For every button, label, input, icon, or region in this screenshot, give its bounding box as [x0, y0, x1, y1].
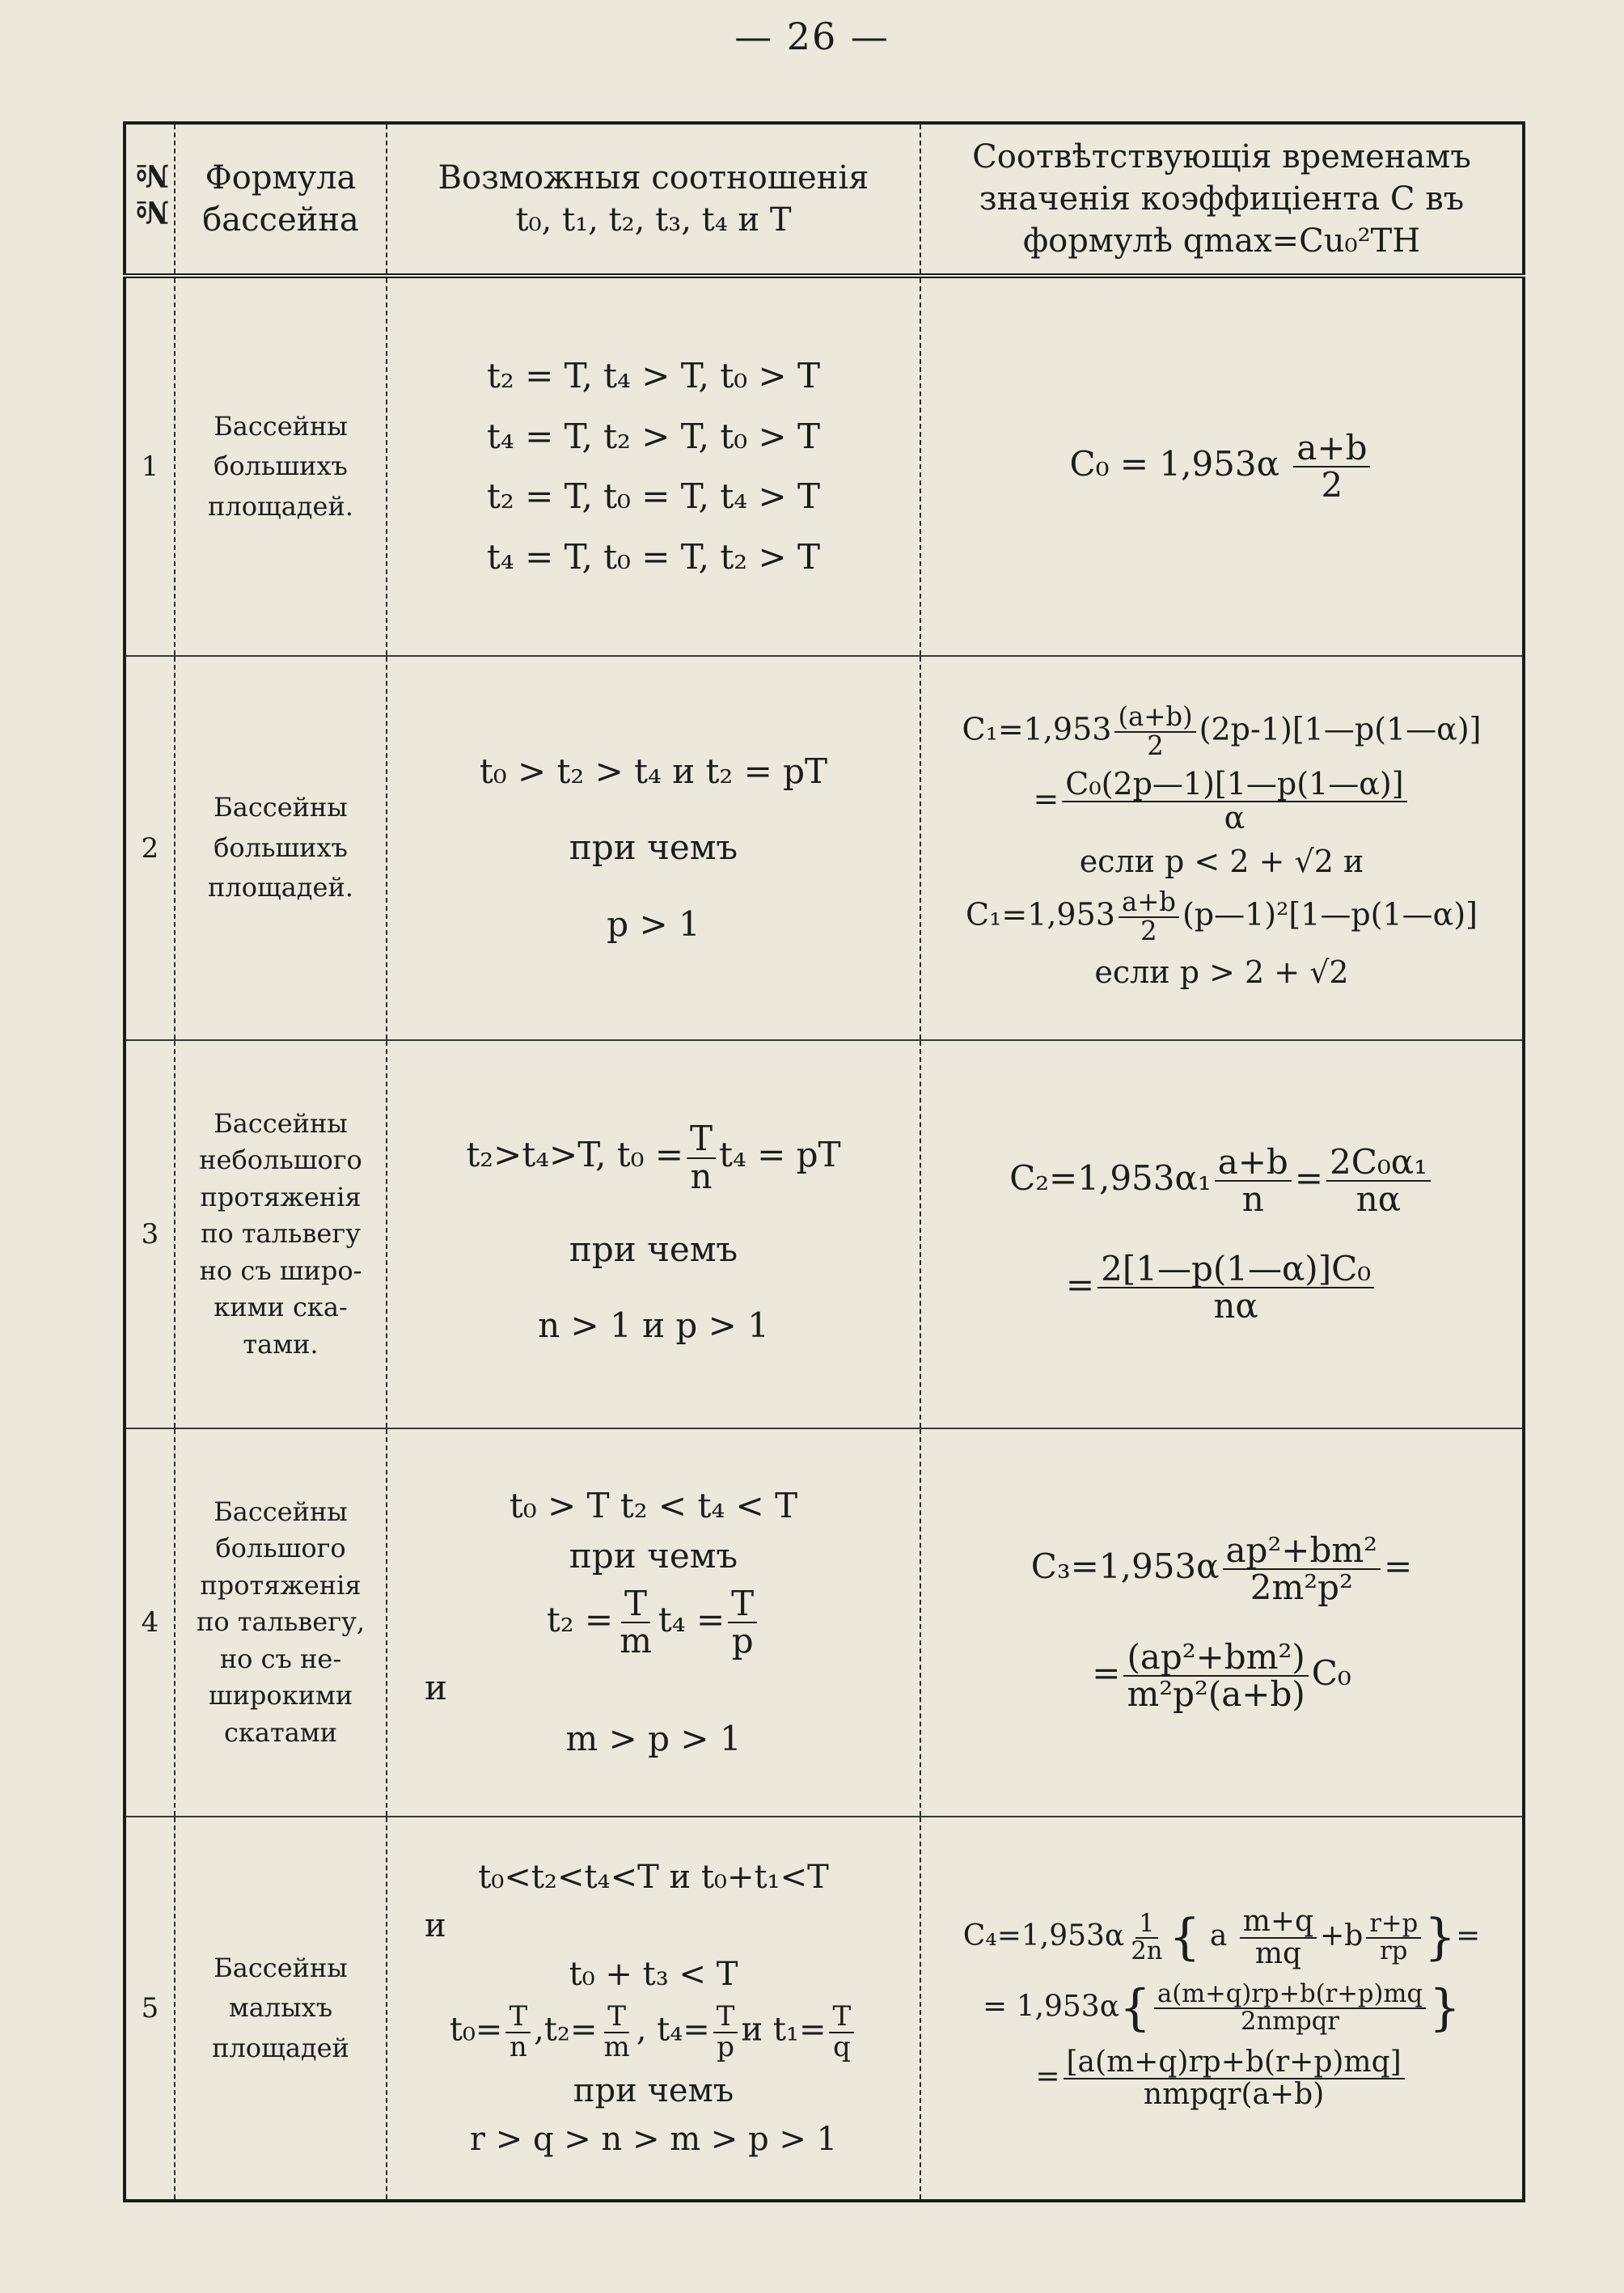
coefficient-formula: C₄=1,953α $\frac{1}{2n}$ { a $\frac{m+q}{mq}$ +b $\frac{r+p}{rp}$ }= = 1,953α{ $\frac{a(m+q)rp+b(r+p)mq}{\text{2nmpqr}}$ } = $\frac{[a(m+q)rp+b(r+p)mq]}{\text{nmpqr(a+b)}}$ — [920, 1817, 1524, 2201]
coefficient-formula: C₁=1,953 $\frac{(a+b)}{2}$ (2p-1)[1—p(1—α)] = $\frac{\text{C₀(2p—1)[1—p(1—α)]}}{\alpha}$ если p < 2 + √2 и C₁=1,953 $\frac{a+b}{2}$ (p—1)²[1—p(1—α)] если p > 2 + √2 — [920, 656, 1524, 1040]
coefficient-formula: C₃=1,953α $\frac{\text{ap²+bm²}}{\text{2m²p²}}$ = = $\frac{\text{(ap²+bm²)}}{\text{m²p²(a+b)}}$ C₀ — [920, 1428, 1524, 1817]
basin-type: Бассейны небольшого протяженія по тальвегу но съ широ- кими ска- тами. — [175, 1040, 387, 1428]
conditions: t₀<t₂<t₄<T и t₀+t₁<T и t₀ + t₃ < T t₀= $\frac{T}{n}$ ,t₂= $\frac{T}{m}$ , t₄= $\frac{T}{p}$ и t₁= $\frac{T}{q}$ при чемъ r > q > n > m > p > 1 — [387, 1817, 920, 2201]
row-number: 3 — [125, 1040, 175, 1428]
basin-type: Бассейны большихъ площадей. — [175, 656, 387, 1040]
header-coefficient — [920, 123, 1524, 276]
row-number: 2 — [125, 656, 175, 1040]
header-coefficient-line2: значенія коэффиціента C въ — [979, 180, 1465, 218]
conditions: t₂>t₄>T, t₀ = $\frac{T}{n}$ t₄ = pT при чемъ n > 1 и p > 1 — [387, 1040, 920, 1428]
table-row — [125, 1040, 1524, 1428]
row-number: 5 — [125, 1817, 175, 2201]
table-row — [125, 1817, 1524, 2201]
basin-type: Бассейны большихъ площадей. — [175, 276, 387, 656]
basin-type: Бассейны большого протяженія по тальвегу, но съ не- широкими скатами — [175, 1428, 387, 1817]
header-conditions-line2: t₀, t₁, t₂, t₃, t₄ и T — [515, 201, 792, 239]
table-header-row — [125, 123, 1524, 276]
table-row — [125, 1428, 1524, 1817]
coefficient-table-wrap — [123, 121, 1522, 2192]
page-number: — 26 — — [734, 15, 890, 58]
table-row — [125, 656, 1524, 1040]
coefficient-table — [123, 121, 1525, 2202]
basin-type: Бассейны малыхъ площадей — [175, 1817, 387, 2201]
table-row — [125, 276, 1524, 656]
header-name: Формула бассейна — [175, 123, 387, 276]
header-conditions-line1: Возможныя соотношенія — [438, 159, 869, 197]
header-coefficient-line1: Соотвѣтствующія временамъ — [972, 138, 1471, 176]
row-number: 4 — [125, 1428, 175, 1817]
header-num: №№ — [125, 123, 175, 276]
row-number: 1 — [125, 276, 175, 656]
coefficient-formula: C₀ = 1,953α $\frac{a+b}{2}$ — [920, 276, 1524, 656]
header-coefficient-line3: формулѣ qmax=Cu₀²TH — [1022, 222, 1421, 260]
conditions: t₀ > T t₂ < t₄ < T при чемъ t₂ = $\frac{T}{m}$ t₄ = $\frac{T}{p}$ и m > p > 1 — [387, 1428, 920, 1817]
conditions: t₂ = T, t₄ > T, t₀ > T t₄ = T, t₂ > T, t₀ > T t₂ = T, t₀ = T, t₄ > T t₄ = T, t₀ = T, t₂ > T — [387, 276, 920, 656]
conditions: t₀ > t₂ > t₄ и t₂ = pT при чемъ p > 1 — [387, 656, 920, 1040]
coefficient-formula: C₂=1,953α₁ $\frac{a+b}{n}$ = $\frac{\text{2C₀α₁}}{n\alpha}$ = $\frac{\text{2[1—p(1—α)]C₀}}{n\alpha}$ — [920, 1040, 1524, 1428]
header-conditions — [387, 123, 920, 276]
